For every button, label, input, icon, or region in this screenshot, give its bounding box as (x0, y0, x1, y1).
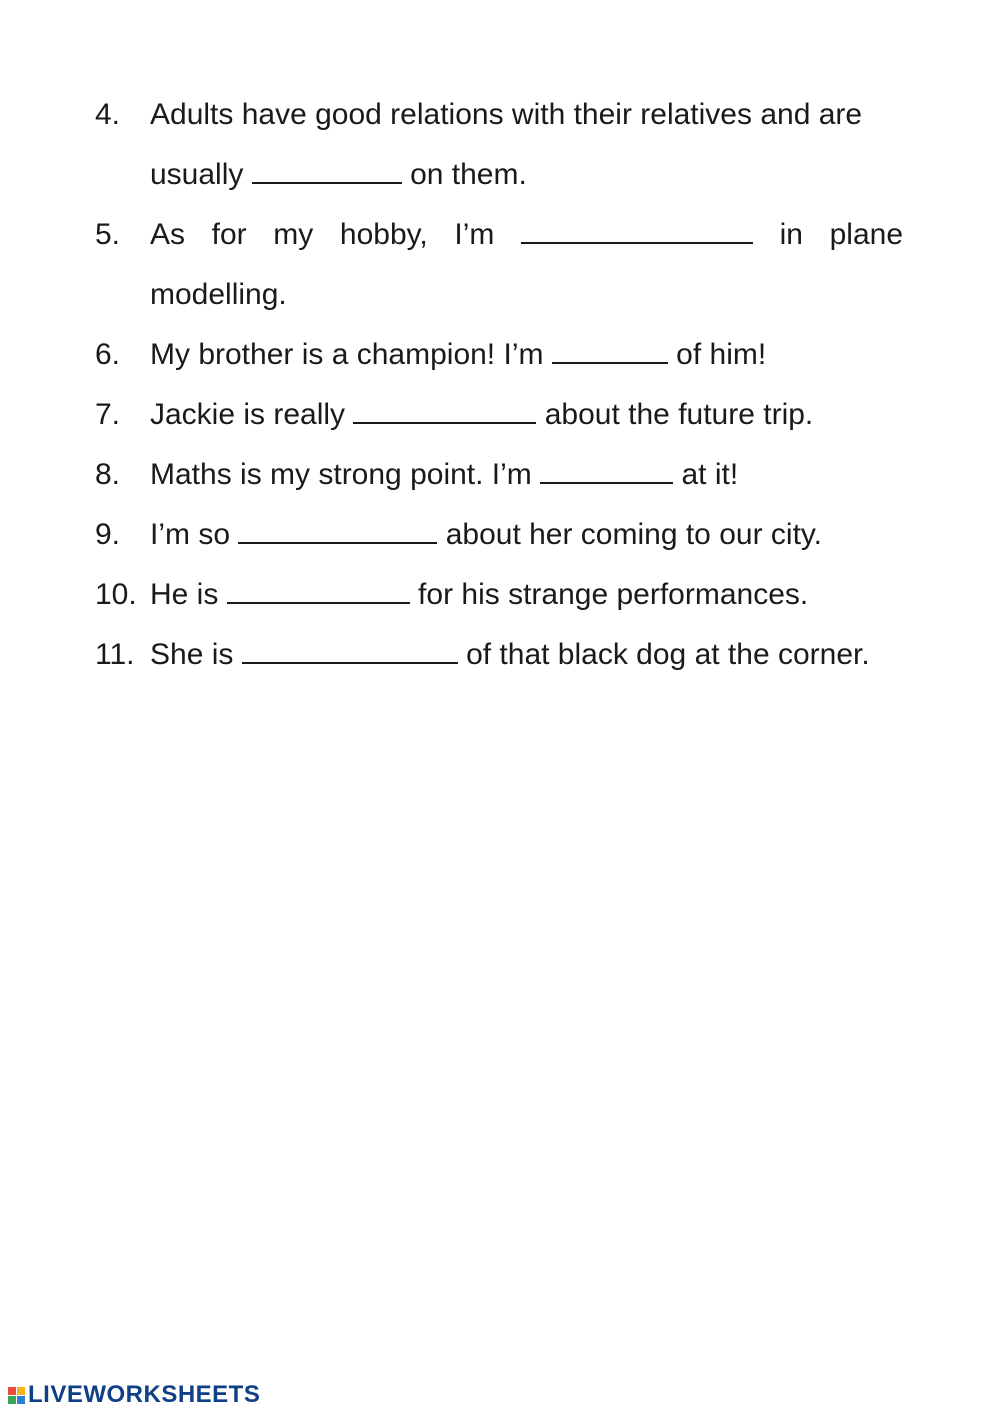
exercise-item-10 (95, 565, 903, 625)
answer-blank[interactable] (227, 576, 410, 604)
item-number: 4. (95, 98, 121, 131)
exercise-item-9 (95, 505, 903, 565)
item-text-before: My brother is a champion! I’m (150, 338, 544, 371)
exercise-item-5 (95, 205, 903, 325)
item-number: 5. (95, 218, 121, 251)
liveworksheets-logo-icon (8, 1387, 25, 1404)
item-text-after: about the future trip. (544, 398, 814, 431)
answer-blank[interactable] (238, 516, 437, 544)
answer-blank[interactable] (552, 336, 668, 364)
logo-square-yellow (17, 1387, 25, 1395)
item-text-after: of him! (676, 338, 767, 371)
brand-name: LIVEWORKSHEETS (28, 1381, 261, 1408)
item-number: 10. (95, 578, 137, 611)
answer-blank[interactable] (521, 216, 753, 244)
item-number: 9. (95, 518, 121, 551)
item-text-after: on them. (410, 158, 527, 191)
item-text-before: Jackie is really (150, 398, 346, 431)
item-number: 7. (95, 398, 121, 431)
exercise-item-6 (95, 325, 903, 385)
item-text-before: Adults have good relations with their relatives and are usually (150, 98, 863, 191)
answer-blank[interactable] (353, 396, 536, 424)
item-text-after: about her coming to our city. (445, 518, 823, 551)
logo-square-red (8, 1387, 16, 1395)
exercise-list (95, 85, 903, 685)
item-text-after: in plane modelling. (150, 218, 904, 311)
item-text-before: She is (150, 638, 234, 671)
item-text-after: for his strange performances. (418, 578, 809, 611)
exercise-item-7 (95, 385, 903, 445)
item-text-before: Maths is my strong point. I’m (150, 458, 532, 491)
logo-square-green (8, 1396, 16, 1404)
item-text-before: As for my hobby, I’m (150, 218, 495, 251)
answer-blank[interactable] (242, 636, 458, 664)
item-text-before: I’m so (150, 518, 231, 551)
exercise-item-4 (95, 85, 903, 205)
liveworksheets-footer (8, 1380, 260, 1410)
item-number: 11. (95, 638, 135, 671)
exercise-item-8 (95, 445, 903, 505)
exercise-item-11 (95, 625, 903, 685)
item-number: 6. (95, 338, 121, 371)
item-text-after: of that black dog at the corner. (466, 638, 870, 671)
answer-blank[interactable] (252, 156, 402, 184)
item-number: 8. (95, 458, 121, 491)
item-text-after: at it! (681, 458, 739, 491)
answer-blank[interactable] (540, 456, 673, 484)
item-text-before: He is (150, 578, 219, 611)
logo-square-blue (17, 1396, 25, 1404)
